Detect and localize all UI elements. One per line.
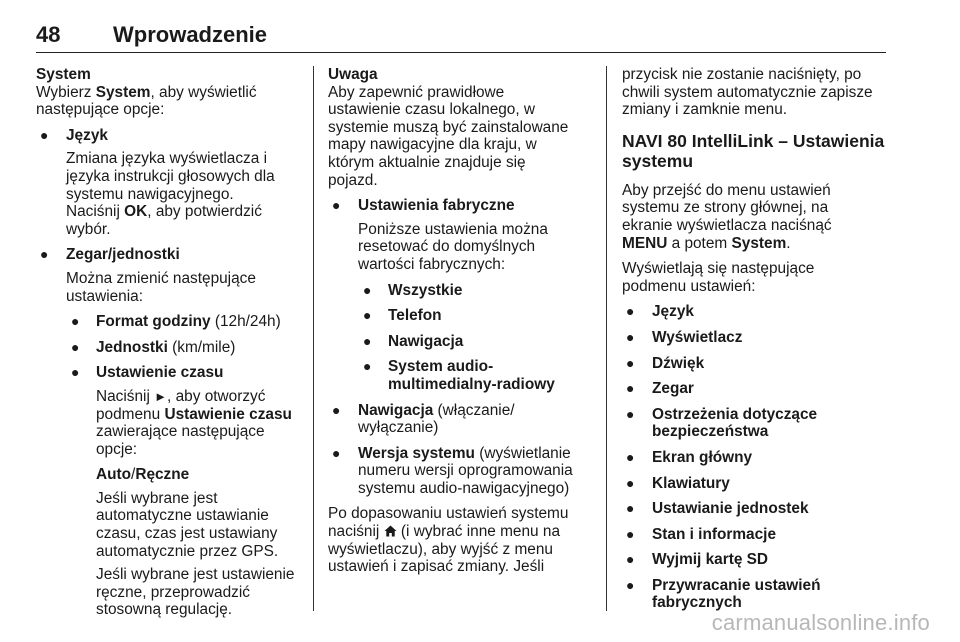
intro-line: następujące opcje: (36, 101, 165, 119)
section-heading-navi: systemu (622, 150, 694, 171)
text-line: ręczne, przeprowadzić (96, 583, 250, 601)
text-line: wartości fabrycznych: (358, 255, 506, 273)
text: System (731, 234, 787, 252)
text: Wersja systemu (358, 444, 475, 462)
text: (i wybrać inne menu na (396, 523, 560, 541)
text: podmenu (96, 405, 165, 423)
text-line (36, 388, 302, 406)
text: Wybierz (36, 83, 96, 101)
text-line: pojazd. (328, 171, 378, 189)
list-item-format (36, 313, 302, 331)
list-item: ● Ostrzeżenia dotyczące (622, 406, 888, 424)
text-line: resetować do domyślnych (358, 238, 536, 256)
text-line: Po dopasowaniu ustawień systemu (328, 505, 569, 523)
intro-line (36, 84, 302, 102)
text: . (786, 234, 791, 252)
list-item: ● Zegar (622, 380, 888, 398)
text-line: systemu ze strony głównej, na (622, 199, 829, 217)
list-item-jednostki (36, 339, 302, 357)
text-line: Można zmienić następujące (66, 269, 256, 287)
section-heading-system: System (36, 66, 91, 83)
list-item-continued: fabrycznych (652, 594, 742, 612)
text-line (36, 203, 302, 221)
text: (włączanie/ (433, 401, 515, 419)
text: (km/mile) (167, 338, 236, 356)
text-line (328, 523, 590, 541)
text-line: opcje: (96, 440, 138, 458)
text-line: ustawienie czasu lokalnego, w (328, 101, 536, 119)
list-item-continued: bezpieczeństwa (652, 423, 769, 441)
text: MENU (622, 234, 668, 252)
note-heading: Uwaga (328, 66, 378, 83)
list-item-czas: ● Ustawienie czasu (36, 364, 302, 382)
text-line: ustawień i zapisać zmiany. Jeśli (328, 558, 545, 576)
text: Naciśnij (66, 203, 125, 221)
watermark: carmanualsonline.info (711, 610, 930, 635)
text: Jednostki (96, 338, 168, 356)
text-line: automatycznie przez GPS. (96, 542, 279, 560)
column-2 (328, 66, 590, 576)
list-item: ● Stan i informacje (622, 526, 888, 544)
text-line: Aby zapewnić prawidłowe (328, 83, 505, 101)
text-line: wyświetlaczu), aby wyjść z menu (328, 540, 553, 558)
home-icon (384, 525, 397, 537)
text: OK (124, 203, 148, 221)
option-auto-manual (36, 466, 302, 484)
text: a potem (667, 234, 732, 252)
list-item-nawigacja (328, 402, 590, 420)
text: System (95, 83, 151, 101)
list-item: ● Nawigacja (328, 333, 590, 351)
text-line: czasu, czas jest ustawiany (96, 525, 278, 543)
text-line: systemu nawigacyjnego. (66, 185, 234, 203)
page-title: Wprowadzenie (113, 22, 268, 47)
text-line: zmiany i zamknie menu. (622, 101, 788, 119)
text: Ręczne (135, 466, 190, 484)
text: Nawigacja (358, 401, 434, 419)
list-item: ● Klawiatury (622, 475, 888, 493)
column-divider (606, 66, 607, 611)
text-line: Jeśli wybrane jest ustawienie (96, 566, 295, 584)
page-header (36, 22, 886, 53)
text-line: Wyświetlają się następujące (622, 260, 815, 278)
text-line: ekranie wyświetlacza naciśnąć (622, 216, 832, 234)
list-item: ● System audio- (328, 358, 590, 376)
text: (wyświetlanie (474, 444, 571, 462)
text-line: podmenu ustawień: (622, 277, 756, 295)
text-line: wyłączanie) (358, 419, 439, 437)
text-line (36, 406, 302, 424)
list-item: ● Wyjmij kartę SD (622, 551, 888, 569)
list-item-zegar: ● Zegar/jednostki (36, 246, 302, 264)
text-line: wybór. (66, 220, 111, 238)
text: , aby potwierdzić (147, 203, 262, 221)
text: naciśnij (328, 523, 384, 541)
right-triangle-icon: ► (154, 388, 168, 404)
list-item-continued: multimedialny-radiowy (388, 375, 555, 393)
text: (12h/24h) (210, 313, 281, 331)
text-line (622, 235, 888, 253)
list-item: ● Przywracanie ustawień (622, 577, 888, 595)
column-divider (313, 66, 314, 611)
text-line: chwili system automatycznie zapisze (622, 83, 873, 101)
column-1 (36, 66, 302, 619)
list-item: ● Język (622, 303, 888, 321)
text-line: stosowną regulację. (96, 601, 233, 619)
text-line: Zmiana języka wyświetlacza i (66, 150, 267, 168)
text: Format godziny (96, 313, 211, 331)
text-line: systemu audio-nawigacyjnego) (358, 479, 570, 497)
list-item: ● Telefon (328, 307, 590, 325)
text-line: Aby przejść do menu ustawień (622, 181, 831, 199)
column-3 (622, 66, 888, 612)
text: Auto (96, 466, 132, 484)
list-item-jezyk: ● Język (36, 127, 302, 145)
list-item: ● Ekran główny (622, 449, 888, 467)
text-line: którym aktualnie znajduje się (328, 153, 526, 171)
text-line: języka instrukcji głosowych dla (66, 167, 275, 185)
text-line: Jeśli wybrane jest (96, 489, 218, 507)
text: Naciśnij (96, 387, 155, 405)
section-heading-navi: NAVI 80 IntelliLink – Ustawienia (622, 130, 885, 151)
list-item: ● Ustawianie jednostek (622, 500, 888, 518)
text: , aby wyświetlić (150, 83, 257, 101)
text-line: numeru wersji oprogramowania (358, 462, 573, 480)
list-item: ● Wyświetlacz (622, 329, 888, 347)
text-line: systemie muszą być zainstalowane (328, 118, 569, 136)
page-number: 48 (36, 22, 61, 47)
list-item-fabryczne: ● Ustawienia fabryczne (328, 197, 590, 215)
list-item-wersja (328, 445, 590, 463)
text-line: ustawienia: (66, 287, 143, 305)
text: , aby otworzyć (167, 387, 266, 405)
list-item: ● Dźwięk (622, 355, 888, 373)
text: / (131, 466, 136, 484)
text-line: przycisk nie zostanie naciśnięty, po (622, 66, 862, 83)
text-line: Poniższe ustawienia można (358, 220, 548, 238)
text-line: automatyczne ustawianie (96, 507, 269, 525)
list-item: ● Wszystkie (328, 282, 590, 300)
text-line: zawierające następujące (96, 423, 265, 441)
text: Ustawienie czasu (164, 405, 292, 423)
text-line: mapy nawigacyjne dla kraju, w (328, 136, 537, 154)
